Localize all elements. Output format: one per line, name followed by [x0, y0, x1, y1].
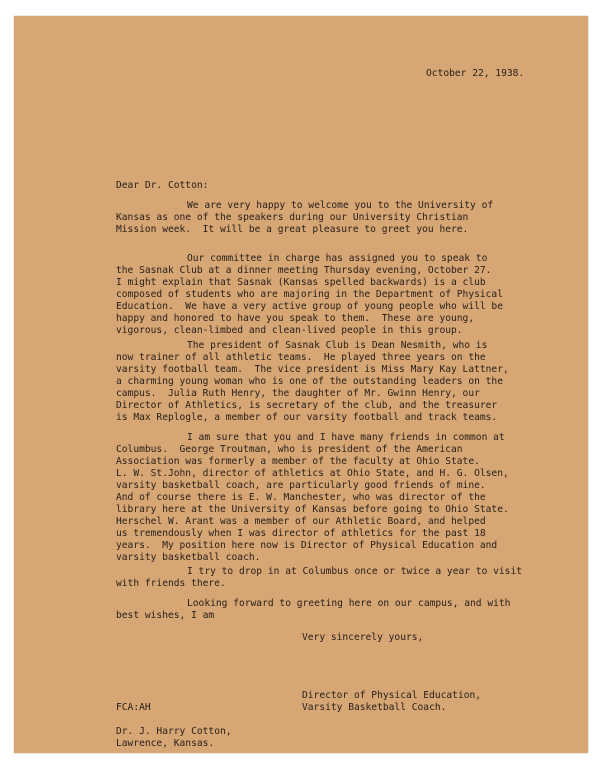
paragraph-line: with friends there. [116, 578, 226, 589]
paragraph-line: varsity basketball coach, are particularly good friends of mine. [116, 480, 486, 491]
closing: Very sincerely yours, [302, 632, 424, 643]
paragraph-line: Our committee in charge has assigned you to speak to [187, 253, 488, 264]
paragraph-line: And of course there is E. W. Manchester, who was director of the [116, 492, 486, 503]
paragraph-line: Association was formerly a member of the faculty at Ohio State. [116, 456, 480, 467]
paragraph-line: Looking forward to greeting here on our campus, and with [187, 598, 511, 609]
signature-title-line-1: Director of Physical Education, [302, 690, 482, 701]
paragraph-line: Kansas as one of the speakers during our University Christian [116, 212, 469, 223]
reference-initials: FCA:AH [116, 702, 151, 713]
paragraph-line: the Sasnak Club at a dinner meeting Thursday evening, October 27. [116, 265, 492, 276]
paragraph-line: campus. Julia Ruth Henry, the daughter of Mr. Gwinn Henry, our [116, 388, 480, 399]
paragraph-line: Herschel W. Arant was a member of our Athletic Board, and helped [116, 516, 486, 527]
letter-date: October 22, 1938. [426, 68, 525, 79]
paragraph-line: Columbus. George Troutman, who is president of the American [116, 444, 463, 455]
paragraph-line: best wishes, I am [116, 610, 215, 621]
paragraph-line: vigorous, clean-limbed and clean-lived people in this group. [116, 325, 463, 336]
paragraph-line: Director of Athletics, is secretary of the club, and the treasurer [116, 400, 498, 411]
paragraph-line: varsity basketball coach. [116, 552, 261, 563]
paragraph-line: Education. We have a very active group of young people who will be [116, 301, 503, 312]
paragraph-line: now trainer of all athletic teams. He played three years on the [116, 352, 486, 363]
signature-title-line-2: Varsity Basketball Coach. [302, 702, 447, 713]
paragraph-line: I might explain that Sasnak (Kansas spelled backwards) is a club [116, 277, 486, 288]
paragraph-line: a charming young woman who is one of the outstanding leaders on the [116, 376, 503, 387]
paragraph-line: years. My position here now is Director of Physical Education and [116, 540, 498, 551]
paragraph-line: happy and honored to have you speak to them. These are young, [116, 313, 475, 324]
paragraph-line: us tremendously when I was director of athletics for the past 18 [116, 528, 486, 539]
paragraph-line: is Max Replogle, a member of our varsity football and track teams. [116, 412, 498, 423]
recipient-city: Lawrence, Kansas. [116, 738, 215, 749]
paragraph-line: The president of Sasnak Club is Dean Nesmith, who is [187, 340, 488, 351]
paragraph-line: library here at the University of Kansas before going to Ohio State. [116, 504, 509, 515]
paragraph-line: I try to drop in at Columbus once or twice a year to visit [187, 566, 523, 577]
paragraph-line: We are very happy to welcome you to the University of [187, 200, 494, 211]
paragraph-line: composed of students who are majoring in the Department of Physical [116, 289, 503, 300]
recipient-name: Dr. J. Harry Cotton, [116, 726, 232, 737]
paragraph-line: L. W. St.John, director of athletics at Ohio State, and H. G. Olsen, [116, 468, 509, 479]
paragraph-line: varsity football team. The vice president is Miss Mary Kay Lattner, [116, 364, 509, 375]
salutation: Dear Dr. Cotton: [116, 180, 209, 191]
paragraph-line: I am sure that you and I have many friends in common at [187, 432, 505, 443]
paragraph-line: Mission week. It will be a great pleasure to greet you here. [116, 224, 469, 235]
